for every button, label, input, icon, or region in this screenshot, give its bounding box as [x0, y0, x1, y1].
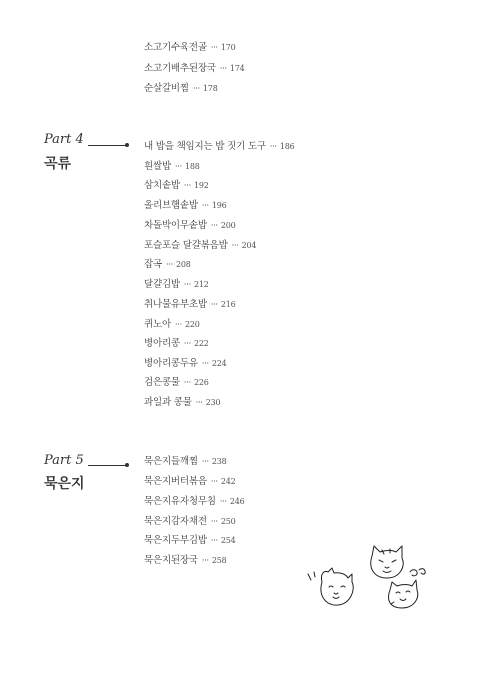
entry-page: 216: [220, 300, 236, 309]
entry-title: 병아리콩두유: [144, 358, 198, 369]
entry-page: 224: [211, 359, 227, 368]
toc-entry: [144, 358, 227, 370]
entry-title: 내 밥을 책임지는 밥 짓기 도구: [144, 141, 266, 152]
cat-right-icon: [389, 580, 418, 608]
entry-dots: ···: [269, 142, 277, 151]
toc-entry: [144, 63, 245, 75]
entry-title: 병아리콩: [144, 338, 180, 349]
entry-dots: ···: [210, 517, 218, 526]
entry-title: 묵은지된장국: [144, 555, 198, 566]
entry-title: 차돌박이무솥밥: [144, 220, 207, 231]
entry-title: 묵은지두부김밥: [144, 535, 207, 546]
entry-dots: ···: [174, 320, 182, 329]
entry-page: 204: [241, 241, 257, 250]
toc-entry: [144, 83, 218, 95]
entry-dots: ···: [219, 64, 227, 73]
toc-entry: [144, 516, 236, 528]
entry-title: 올리브햄솥밥: [144, 200, 198, 211]
entry-dots: ···: [210, 300, 218, 309]
cat-left-icon: [308, 568, 353, 605]
toc-entry: [144, 476, 236, 488]
toc-entry: [144, 259, 191, 271]
entry-dots: ···: [183, 181, 191, 190]
toc-entry: [144, 42, 236, 54]
section-title: 묵은지: [44, 476, 85, 492]
entry-page: 196: [211, 201, 227, 210]
cat-top-icon: [371, 546, 403, 578]
entry-page: 246: [229, 497, 245, 506]
entry-dots: ···: [210, 536, 218, 545]
entry-page: 250: [220, 517, 236, 526]
toc-entry: [144, 456, 227, 468]
toc-entry: [144, 240, 256, 252]
toc-entry: [144, 200, 227, 212]
entry-title: 취나물유부초밥: [144, 299, 207, 310]
entry-title: 달걀김밥: [144, 279, 180, 290]
part-leader-dot: [125, 143, 129, 147]
entry-page: 238: [211, 457, 227, 466]
toc-entry: [144, 535, 236, 547]
part-label: Part 5: [44, 453, 84, 468]
toc-entry: [144, 397, 220, 409]
toc-entry: [144, 141, 295, 153]
toc-entry: [144, 220, 236, 232]
entry-title: 묵은지들깨찜: [144, 456, 198, 467]
entry-page: 208: [176, 260, 191, 269]
toc-entry: [144, 299, 236, 311]
entry-title: 포슬포슬 달걀볶음밥: [144, 240, 228, 251]
entry-page: 230: [205, 398, 221, 407]
part-leader-line: [88, 145, 126, 146]
entry-title: 묵은지버터볶음: [144, 476, 207, 487]
entry-title: 퀴노아: [144, 319, 171, 330]
entry-page: 242: [220, 477, 236, 486]
part-label: Part 4: [44, 132, 84, 147]
entry-page: 186: [279, 142, 295, 151]
entry-page: 200: [220, 221, 236, 230]
toc-entry: [144, 496, 245, 508]
entry-title: 소고기배추된장국: [144, 63, 216, 74]
entry-page: 254: [220, 536, 236, 545]
entry-page: 220: [184, 320, 200, 329]
part-leader-dot: [125, 463, 129, 467]
entry-dots: ···: [201, 457, 209, 466]
entry-page: 178: [202, 84, 218, 93]
entry-dots: ···: [192, 84, 200, 93]
toc-entry: [144, 279, 209, 291]
entry-dots: ···: [183, 280, 191, 289]
toc-entry: [144, 377, 209, 389]
entry-title: 묵은지유자청무침: [144, 496, 216, 507]
entry-title: 흰쌀밥: [144, 161, 171, 172]
cat-doodles-illustration: [302, 544, 432, 618]
entry-dots: ···: [201, 359, 209, 368]
toc-entry: [144, 161, 200, 173]
entry-page: 174: [229, 64, 245, 73]
entry-page: 258: [211, 556, 227, 565]
entry-page: 222: [193, 339, 209, 348]
entry-page: 188: [184, 162, 200, 171]
entry-dots: ···: [219, 497, 227, 506]
entry-dots: ···: [210, 477, 218, 486]
entry-title: 삼치솥밥: [144, 180, 180, 191]
entry-title: 순살갈비찜: [144, 83, 189, 94]
section-title: 곡류: [44, 156, 72, 172]
entry-dots: ···: [195, 398, 203, 407]
entry-dots: ···: [183, 378, 191, 387]
entry-title: 과일과 콩물: [144, 397, 192, 408]
entry-dots: ···: [231, 241, 239, 250]
swirl-icon: [410, 569, 425, 576]
entry-page: 212: [193, 280, 209, 289]
entry-title: 잡곡: [144, 259, 162, 270]
toc-entry: [144, 338, 209, 350]
entry-dots: ···: [201, 201, 209, 210]
toc-entry: [144, 319, 200, 331]
entry-page: 170: [220, 43, 236, 52]
entry-title: 소고기수육전골: [144, 42, 207, 53]
entry-dots: ···: [174, 162, 182, 171]
toc-entry: [144, 555, 227, 567]
entry-page: 192: [193, 181, 209, 190]
entry-title: 검은콩물: [144, 377, 180, 388]
part-leader-line: [88, 465, 126, 466]
entry-title: 묵은지감자채전: [144, 516, 207, 527]
toc-entry: [144, 180, 209, 192]
entry-dots: ···: [210, 221, 218, 230]
entry-page: 226: [193, 378, 209, 387]
entry-dots: ···: [210, 43, 218, 52]
entry-dots: ···: [201, 556, 209, 565]
entry-dots: ···: [165, 260, 173, 269]
entry-dots: ···: [183, 339, 191, 348]
